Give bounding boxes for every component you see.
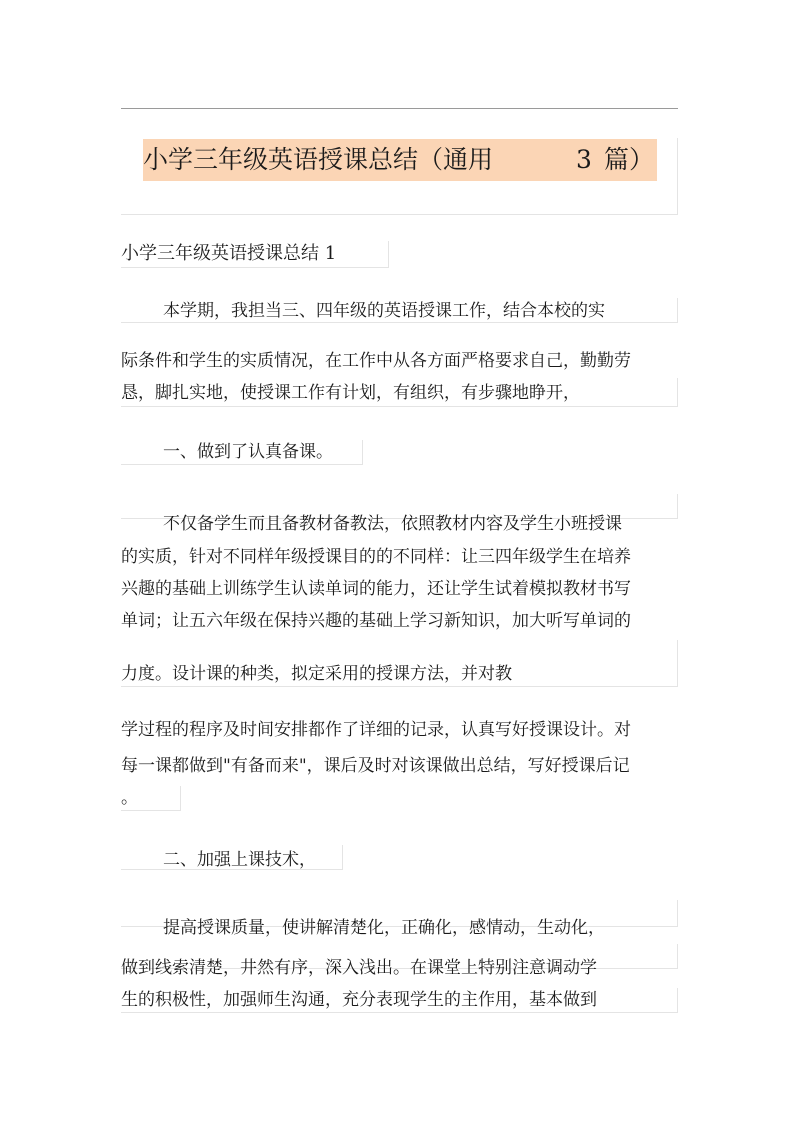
paragraph-line: 学过程的程序及时间安排都作了详细的记录，认真写好授课设计。对: [121, 720, 631, 740]
paragraph-line: 兴趣的基础上训练学生认读单词的能力，还让学生试着模拟教材书写: [121, 579, 631, 599]
title-main: 小学三年级英语授课总结（通用: [143, 145, 494, 174]
paragraph-line: 每一课都做到"有备而来"，课后及时对该课做出总结，写好授课后记: [121, 756, 630, 776]
paragraph-line: 生的积极性，加强师生沟通，充分表现学生的主作用，基本做到: [121, 990, 597, 1010]
paragraph-line: 际条件和学生的实质情况，在工作中从各方面严格要求自己，勤勤劳: [121, 351, 631, 371]
paragraph-line: 做到线索清楚，井然有序，深入浅出。在课堂上特别注意调动学: [121, 958, 597, 978]
paragraph-line: 恳，脚扎实地，使授课工作有计划，有组织，有步骤地睁开，: [121, 383, 580, 403]
paragraph-line: 本学期，我担当三、四年级的英语授课工作，结合本校的实: [163, 301, 605, 321]
document-title: [143, 139, 657, 181]
paragraph-line: 力度。设计课的种类，拟定采用的授课方法，并对教: [121, 664, 512, 684]
subsection-heading: 二、加强上课技术，: [163, 850, 316, 870]
subsection-heading: 一、做到了认真备课。: [163, 442, 333, 462]
title-count: 3: [576, 145, 592, 174]
section-heading: 小学三年级英语授课总结 1: [121, 243, 337, 264]
paragraph-line: 单词；让五六年级在保持兴趣的基础上学习新知识，加大听写单词的: [121, 611, 631, 631]
title-tail: 篇）: [604, 145, 655, 174]
paragraph-line: 提高授课质量，使讲解清楚化，正确化，感情动，生动化，: [163, 918, 605, 938]
header-rule: [121, 108, 678, 109]
paragraph-line: 不仅备学生而且备教材备教法，依照教材内容及学生小班授课: [163, 514, 622, 534]
paragraph-line: 的实质，针对不同样年级授课目的的不同样：让三四年级学生在培养: [121, 547, 631, 567]
paragraph-line: 。: [121, 788, 138, 808]
